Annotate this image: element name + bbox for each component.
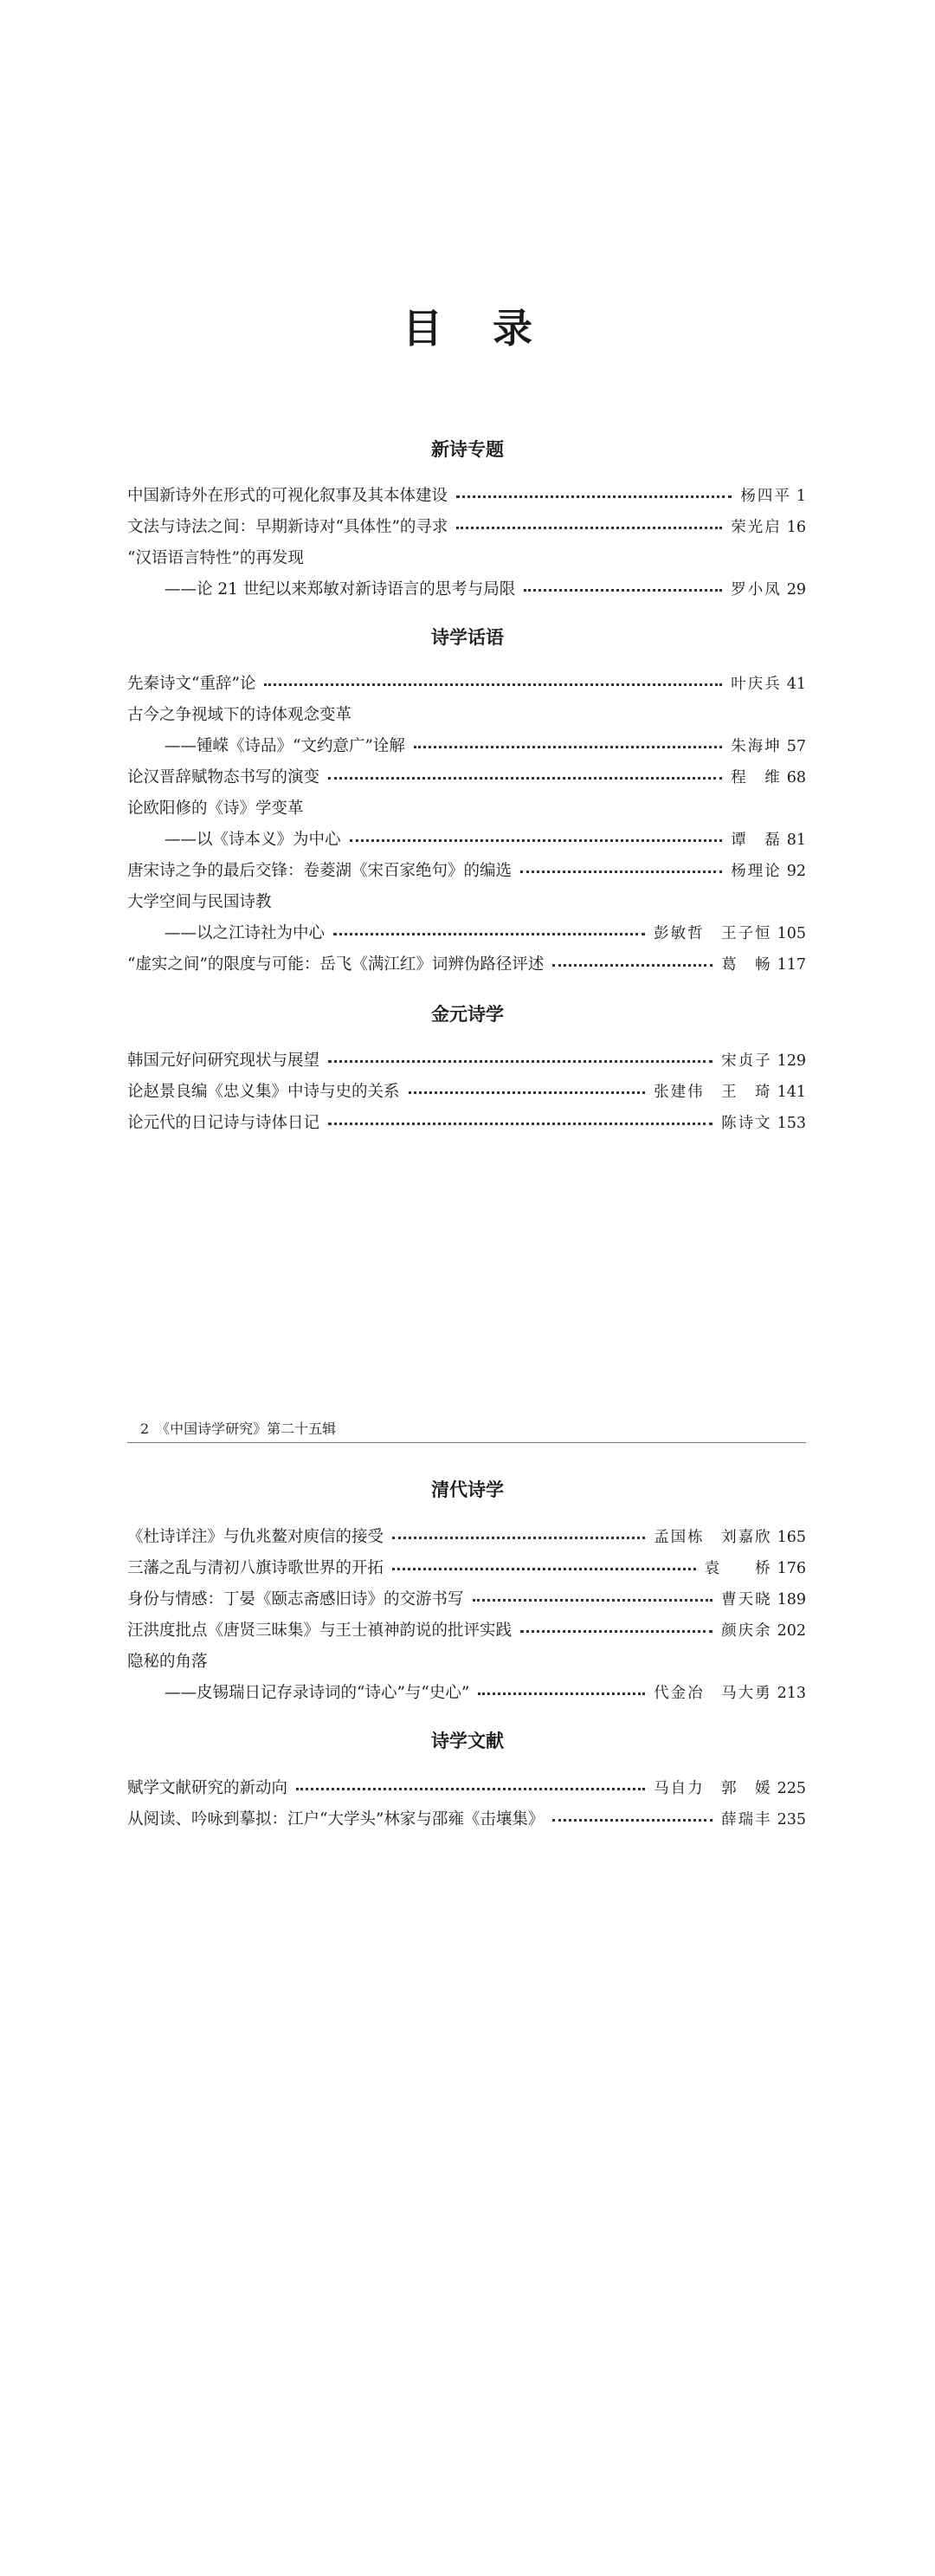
- dot-leader: [409, 1091, 646, 1094]
- entry-title: 唐宋诗之争的最后交锋：卷菱湖《宋百家绝句》的编选: [127, 862, 513, 880]
- entry-author: 谭 磊: [731, 831, 782, 849]
- entry-title: 文法与诗法之间：早期新诗对“具体性”的寻求: [127, 518, 448, 536]
- entry-author: 张建伟 王 琦: [654, 1083, 772, 1101]
- toc-entry-subtitle[interactable]: [164, 1678, 806, 1705]
- entry-author: 朱海坤: [731, 737, 782, 755]
- entry-title: 三藩之乱与清初八旗诗歌世界的开拓: [127, 1559, 384, 1577]
- toc-entry[interactable]: [127, 669, 806, 696]
- entry-author: 叶庆兵: [731, 675, 782, 693]
- toc-entry[interactable]: [127, 700, 806, 728]
- toc-entry[interactable]: [127, 481, 806, 508]
- toc-entry-subtitle[interactable]: [164, 574, 806, 602]
- dot-leader: [328, 1060, 713, 1063]
- toc-entry[interactable]: [127, 1077, 806, 1104]
- toc-entry[interactable]: [127, 887, 806, 915]
- entry-title: 《杜诗详注》与仇兆鳌对庾信的接受: [127, 1528, 384, 1546]
- entry-page: 213: [777, 1684, 806, 1702]
- entry-author: 曹天晓: [721, 1590, 772, 1608]
- toc-entry[interactable]: [127, 1108, 806, 1136]
- entry-author: 杨理论: [731, 862, 782, 880]
- toc-entry[interactable]: [127, 856, 806, 883]
- entry-page: 189: [777, 1590, 806, 1608]
- entry-title: 韩国元好问研究现状与展望: [127, 1052, 320, 1070]
- entry-title: 论汉晋辞赋物态书写的演变: [127, 768, 320, 786]
- page-title: 目录: [403, 304, 583, 352]
- entry-author: 荣光启: [731, 518, 782, 536]
- entry-title: 身份与情感：丁晏《颐志斋感旧诗》的交游书写: [127, 1590, 464, 1608]
- entry-title: 古今之争视域下的诗体观念变革: [127, 706, 352, 724]
- entry-author: 罗小凤: [731, 580, 782, 599]
- toc-entry[interactable]: [127, 1522, 806, 1550]
- entry-author: 薛瑞丰: [721, 1810, 772, 1828]
- entry-page: 41: [786, 675, 806, 693]
- toc-entry[interactable]: [127, 1804, 806, 1832]
- dot-leader: [456, 527, 722, 529]
- section-heading: 清代诗学: [431, 1479, 504, 1500]
- entry-page: 68: [786, 768, 806, 786]
- dot-leader: [392, 1537, 645, 1539]
- entry-page: 1: [796, 487, 806, 505]
- running-header-text: 2 《中国诗学研究》第二十五辑: [140, 1421, 337, 1437]
- dot-leader: [552, 964, 713, 967]
- dot-leader: [473, 1599, 713, 1602]
- entry-author: 代金冶 马大勇: [654, 1684, 772, 1702]
- dot-leader: [392, 1568, 696, 1570]
- entry-title: ——以之江诗社为中心: [164, 924, 326, 942]
- dot-leader: [478, 1693, 645, 1695]
- entry-title: 论赵景良编《忠义集》中诗与史的关系: [127, 1083, 400, 1101]
- entry-page: 29: [786, 580, 806, 599]
- toc-entry[interactable]: [127, 1773, 806, 1801]
- entry-page: 176: [777, 1559, 806, 1577]
- toc-entry-subtitle[interactable]: [164, 825, 806, 852]
- dot-leader: [296, 1788, 645, 1790]
- entry-title: 先秦诗文“重辞”论: [127, 675, 256, 693]
- toc-entry[interactable]: [127, 793, 806, 821]
- section-heading: 诗学话语: [431, 627, 504, 648]
- dot-leader: [520, 871, 722, 873]
- entry-title: 论欧阳修的《诗》学变革: [127, 799, 304, 818]
- dot-leader: [552, 1819, 713, 1822]
- section-heading: 诗学文献: [431, 1731, 504, 1751]
- running-header: [127, 1416, 806, 1443]
- entry-title: 汪洪度批点《唐贤三昧集》与王士禛神韵说的批评实践: [127, 1621, 513, 1640]
- dot-leader: [350, 839, 723, 842]
- entry-page: 16: [786, 518, 806, 536]
- toc-entry[interactable]: [127, 1553, 806, 1581]
- dot-leader: [456, 495, 732, 498]
- entry-title: “虚实之间”的限度与可能：岳飞《满江红》词辨伪路径评述: [127, 955, 545, 974]
- entry-title: ——以《诗本义》为中心: [164, 831, 341, 849]
- dot-leader: [520, 1630, 713, 1633]
- entry-title: 赋学文献研究的新动向: [127, 1779, 288, 1797]
- toc-entry[interactable]: [127, 949, 806, 977]
- entry-title: 论元代的日记诗与诗体日记: [127, 1114, 320, 1132]
- toc-entry[interactable]: [127, 1045, 806, 1073]
- entry-author: 葛 畅: [721, 955, 772, 974]
- entry-page: 81: [786, 831, 806, 849]
- toc-entry[interactable]: [127, 1584, 806, 1612]
- toc-entry[interactable]: [127, 543, 806, 571]
- entry-page: 153: [777, 1114, 806, 1132]
- entry-title: 中国新诗外在形式的可视化叙事及其本体建设: [127, 487, 448, 505]
- toc-entry[interactable]: [127, 512, 806, 540]
- entry-page: 129: [777, 1052, 806, 1070]
- toc-entry-subtitle[interactable]: [164, 731, 806, 759]
- dot-leader: [264, 683, 722, 686]
- toc-entry-subtitle[interactable]: [164, 918, 806, 946]
- section-heading: 金元诗学: [431, 1004, 504, 1025]
- entry-title: 隐秘的角落: [127, 1653, 208, 1671]
- section-heading: 新诗专题: [431, 439, 504, 460]
- toc-entry[interactable]: [127, 1615, 806, 1643]
- entry-title: ——皮锡瑞日记存录诗词的“诗心”与“史心”: [164, 1684, 470, 1702]
- entry-author: 陈诗文: [721, 1114, 772, 1132]
- entry-page: 165: [777, 1528, 806, 1546]
- dot-leader: [328, 1123, 713, 1125]
- toc-entry[interactable]: [127, 762, 806, 790]
- entry-author: 程 维: [731, 768, 782, 786]
- dot-leader: [328, 777, 722, 780]
- entry-page: 117: [777, 955, 806, 974]
- entry-author: 杨四平: [740, 487, 791, 505]
- entry-page: 202: [777, 1621, 806, 1640]
- entry-title: 从阅读、吟咏到摹拟：江户“大学头”林家与邵雍《击壤集》: [127, 1810, 545, 1828]
- entry-page: 225: [777, 1779, 806, 1797]
- entry-author: 宋贞子: [721, 1052, 772, 1070]
- dot-leader: [333, 933, 645, 935]
- entry-author: 彭敏哲 王子恒: [654, 924, 772, 942]
- entry-title: ——论 21 世纪以来郑敏对新诗语言的思考与局限: [164, 580, 516, 599]
- dot-leader: [414, 746, 722, 748]
- entry-title: “汉语语言特性”的再发现: [127, 549, 304, 567]
- entry-author: 颜庆余: [721, 1621, 772, 1640]
- toc-entry[interactable]: [127, 1647, 806, 1674]
- entry-title: ——锺嵘《诗品》“文约意广”诠解: [164, 737, 405, 755]
- entry-page: 235: [777, 1810, 806, 1828]
- entry-author: 孟国栋 刘嘉欣: [654, 1528, 772, 1546]
- entry-page: 57: [786, 737, 806, 755]
- entry-author: 马自力 郭 媛: [654, 1779, 772, 1797]
- dot-leader: [524, 589, 722, 592]
- entry-title: 大学空间与民国诗教: [127, 893, 272, 911]
- entry-page: 105: [777, 924, 806, 942]
- entry-author: 袁 桥: [704, 1559, 772, 1577]
- entry-page: 92: [786, 862, 806, 880]
- entry-page: 141: [777, 1083, 806, 1101]
